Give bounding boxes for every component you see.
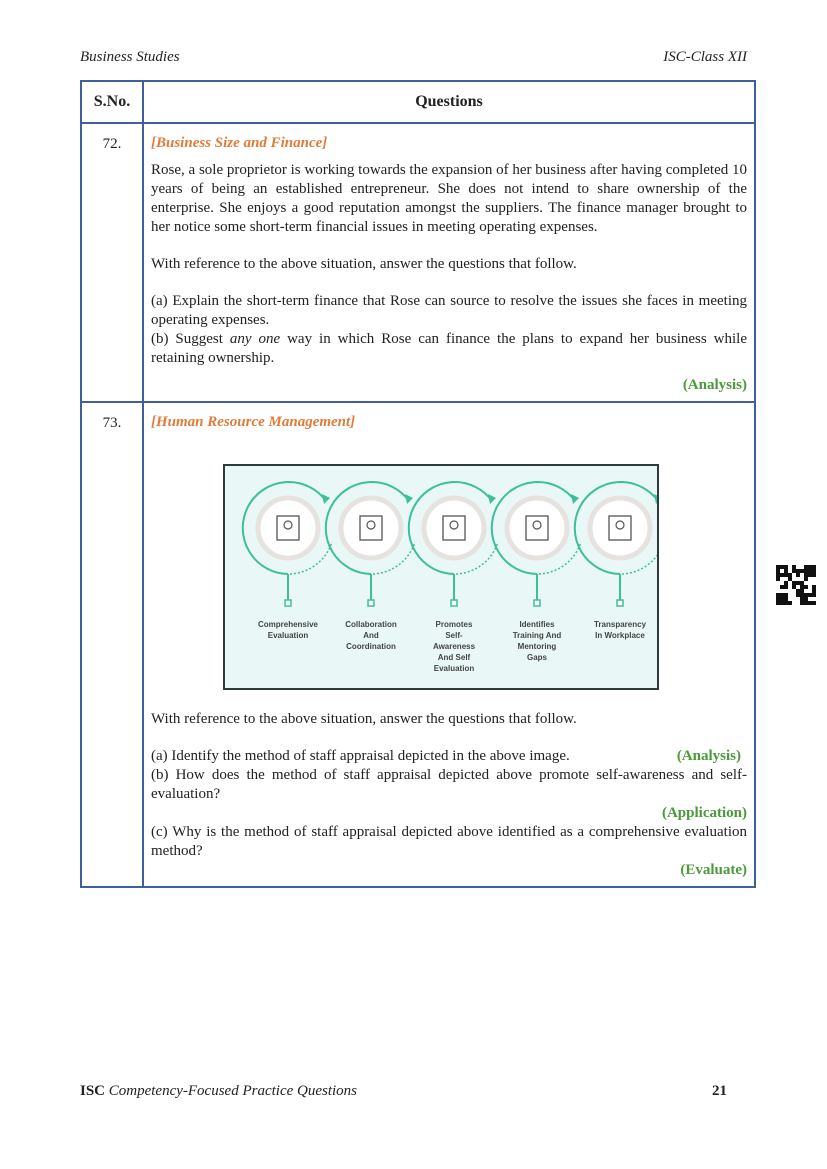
sub-question-a: (a) Explain the short-term finance that Rose can source to resolve the issues she faces in meeting operating expenses. [151, 293, 747, 328]
connector-node [617, 600, 623, 606]
qr-module [808, 565, 812, 569]
step-circle [341, 498, 401, 558]
qr-module [808, 573, 812, 577]
qr-module [808, 569, 812, 573]
footer-brand: ISC [80, 1083, 106, 1099]
table-row [81, 402, 755, 887]
step-label: Comprehensive Evaluation [257, 620, 319, 640]
qr-module [796, 573, 800, 577]
arrow-icon [488, 494, 496, 504]
footer-text: Competency-Focused Practice Questions [108, 1083, 358, 1099]
qr-module [784, 573, 788, 577]
connector-node [451, 600, 457, 606]
step-label: Transparency In Workplace [593, 620, 647, 640]
qr-module [780, 597, 784, 601]
qr-module [800, 581, 804, 585]
sub-question-a [151, 747, 747, 766]
qr-module [808, 601, 812, 605]
qr-module [780, 601, 784, 605]
qr-module [800, 589, 804, 593]
header-questions: Questions [143, 81, 755, 123]
page-number: 21 [712, 1083, 727, 1099]
question-topic: [Business Size and Finance] [151, 135, 328, 151]
step-circle [507, 498, 567, 558]
table-header-row [81, 81, 755, 123]
qr-module [800, 597, 804, 601]
questions-table [80, 80, 756, 888]
qr-module [780, 565, 784, 569]
qr-module [784, 593, 788, 597]
qr-module [784, 597, 788, 601]
sub-question-b [151, 330, 747, 368]
table-row [81, 123, 755, 402]
qr-module [776, 597, 780, 601]
arrow-icon [405, 494, 413, 504]
qr-module [780, 593, 784, 597]
qr-module [804, 597, 808, 601]
qr-module [796, 569, 800, 573]
qr-module [788, 577, 792, 581]
step-circle [424, 498, 484, 558]
question-cell [143, 402, 755, 887]
qr-module [784, 565, 788, 569]
qr-module [784, 569, 788, 573]
qr-module [812, 565, 816, 569]
qr-module [780, 573, 784, 577]
qr-module [812, 601, 816, 605]
cognitive-tag: (Application) [661, 805, 747, 821]
emphasis: any one [229, 331, 281, 347]
cognitive-tag: (Evaluate) [680, 862, 747, 878]
qr-module [800, 585, 804, 589]
text: (b) Suggest [151, 331, 230, 347]
qr-module [792, 581, 796, 585]
qr-module [804, 601, 808, 605]
cognitive-tag: (Analysis) [682, 377, 747, 393]
instruction-text: With reference to the above situation, answer the questions that follow. [151, 256, 577, 272]
connector-node [368, 600, 374, 606]
footer-title [80, 1083, 357, 1100]
qr-module [796, 589, 800, 593]
qr-code[interactable] [776, 565, 816, 605]
qr-module [784, 601, 788, 605]
qr-module [792, 585, 796, 589]
step-label: Identifies Training And Mentoring Gaps [512, 620, 562, 662]
qr-module [804, 593, 808, 597]
infographic-svg [225, 466, 657, 688]
instruction-text: With reference to the above situation, answer the questions that follow. [151, 711, 577, 727]
qr-module [784, 581, 788, 585]
question-topic: [Human Resource Management] [151, 414, 356, 430]
arrow-icon [571, 494, 579, 504]
appraisal-infographic [223, 464, 659, 690]
qr-module [788, 573, 792, 577]
qr-module [812, 585, 816, 589]
header-sno: S.No. [81, 81, 143, 123]
text: (a) Identify the method of staff appraisal depicted in the above image. [151, 748, 570, 764]
qr-module [796, 581, 800, 585]
qr-module [812, 589, 816, 593]
qr-module [776, 565, 780, 569]
question-cell [143, 123, 755, 402]
qr-module [804, 573, 808, 577]
header-class: ISC-Class XII [663, 49, 747, 65]
step-circle [590, 498, 650, 558]
step-label: Collaboration And Coordination [345, 620, 397, 651]
step-circle [258, 498, 318, 558]
qr-module [792, 565, 796, 569]
qr-module [804, 569, 808, 573]
qr-module [780, 585, 784, 589]
question-number: 73. [81, 402, 143, 887]
cognitive-tag: (Analysis) [676, 748, 741, 764]
qr-module [788, 601, 792, 605]
qr-module [784, 585, 788, 589]
header-subject: Business Studies [80, 49, 180, 65]
qr-module [776, 573, 780, 577]
sub-question-b: (b) How does the method of staff appraisal depicted above promote self-awareness and self-evaluation? [151, 767, 747, 802]
qr-module [812, 569, 816, 573]
qr-module [804, 585, 808, 589]
qr-module [776, 601, 780, 605]
qr-module [776, 577, 780, 581]
text: way in which Rose can finance the plans to expand her business while retaining ownership. [151, 331, 747, 366]
qr-module [800, 569, 804, 573]
qr-module [804, 577, 808, 581]
arrow-icon [654, 494, 657, 504]
connector-node [534, 600, 540, 606]
sub-question-c: (c) Why is the method of staff appraisal depicted above identified as a comprehensive evaluation method? [151, 824, 747, 859]
qr-module [776, 569, 780, 573]
qr-module [804, 565, 808, 569]
qr-module [812, 593, 816, 597]
case-passage: Rose, a sole proprietor is working towards the expansion of her business after having completed 10 years of being an established entrepreneur. She does not intend to share ownership of the enterprise. She enjoys a good reputation amongst the suppliers. The finance manager brought to her notice some short-term financial issues in meeting operating expenses. [151, 162, 747, 235]
qr-module [808, 593, 812, 597]
question-number: 72. [81, 123, 143, 402]
qr-module [796, 593, 800, 597]
qr-module [800, 593, 804, 597]
arrow-icon [322, 494, 330, 504]
connector-node [285, 600, 291, 606]
qr-module [812, 573, 816, 577]
qr-module [800, 601, 804, 605]
qr-module [792, 569, 796, 573]
qr-module [776, 593, 780, 597]
step-label: Promotes Self-Awareness And Self Evaluation [432, 620, 476, 673]
